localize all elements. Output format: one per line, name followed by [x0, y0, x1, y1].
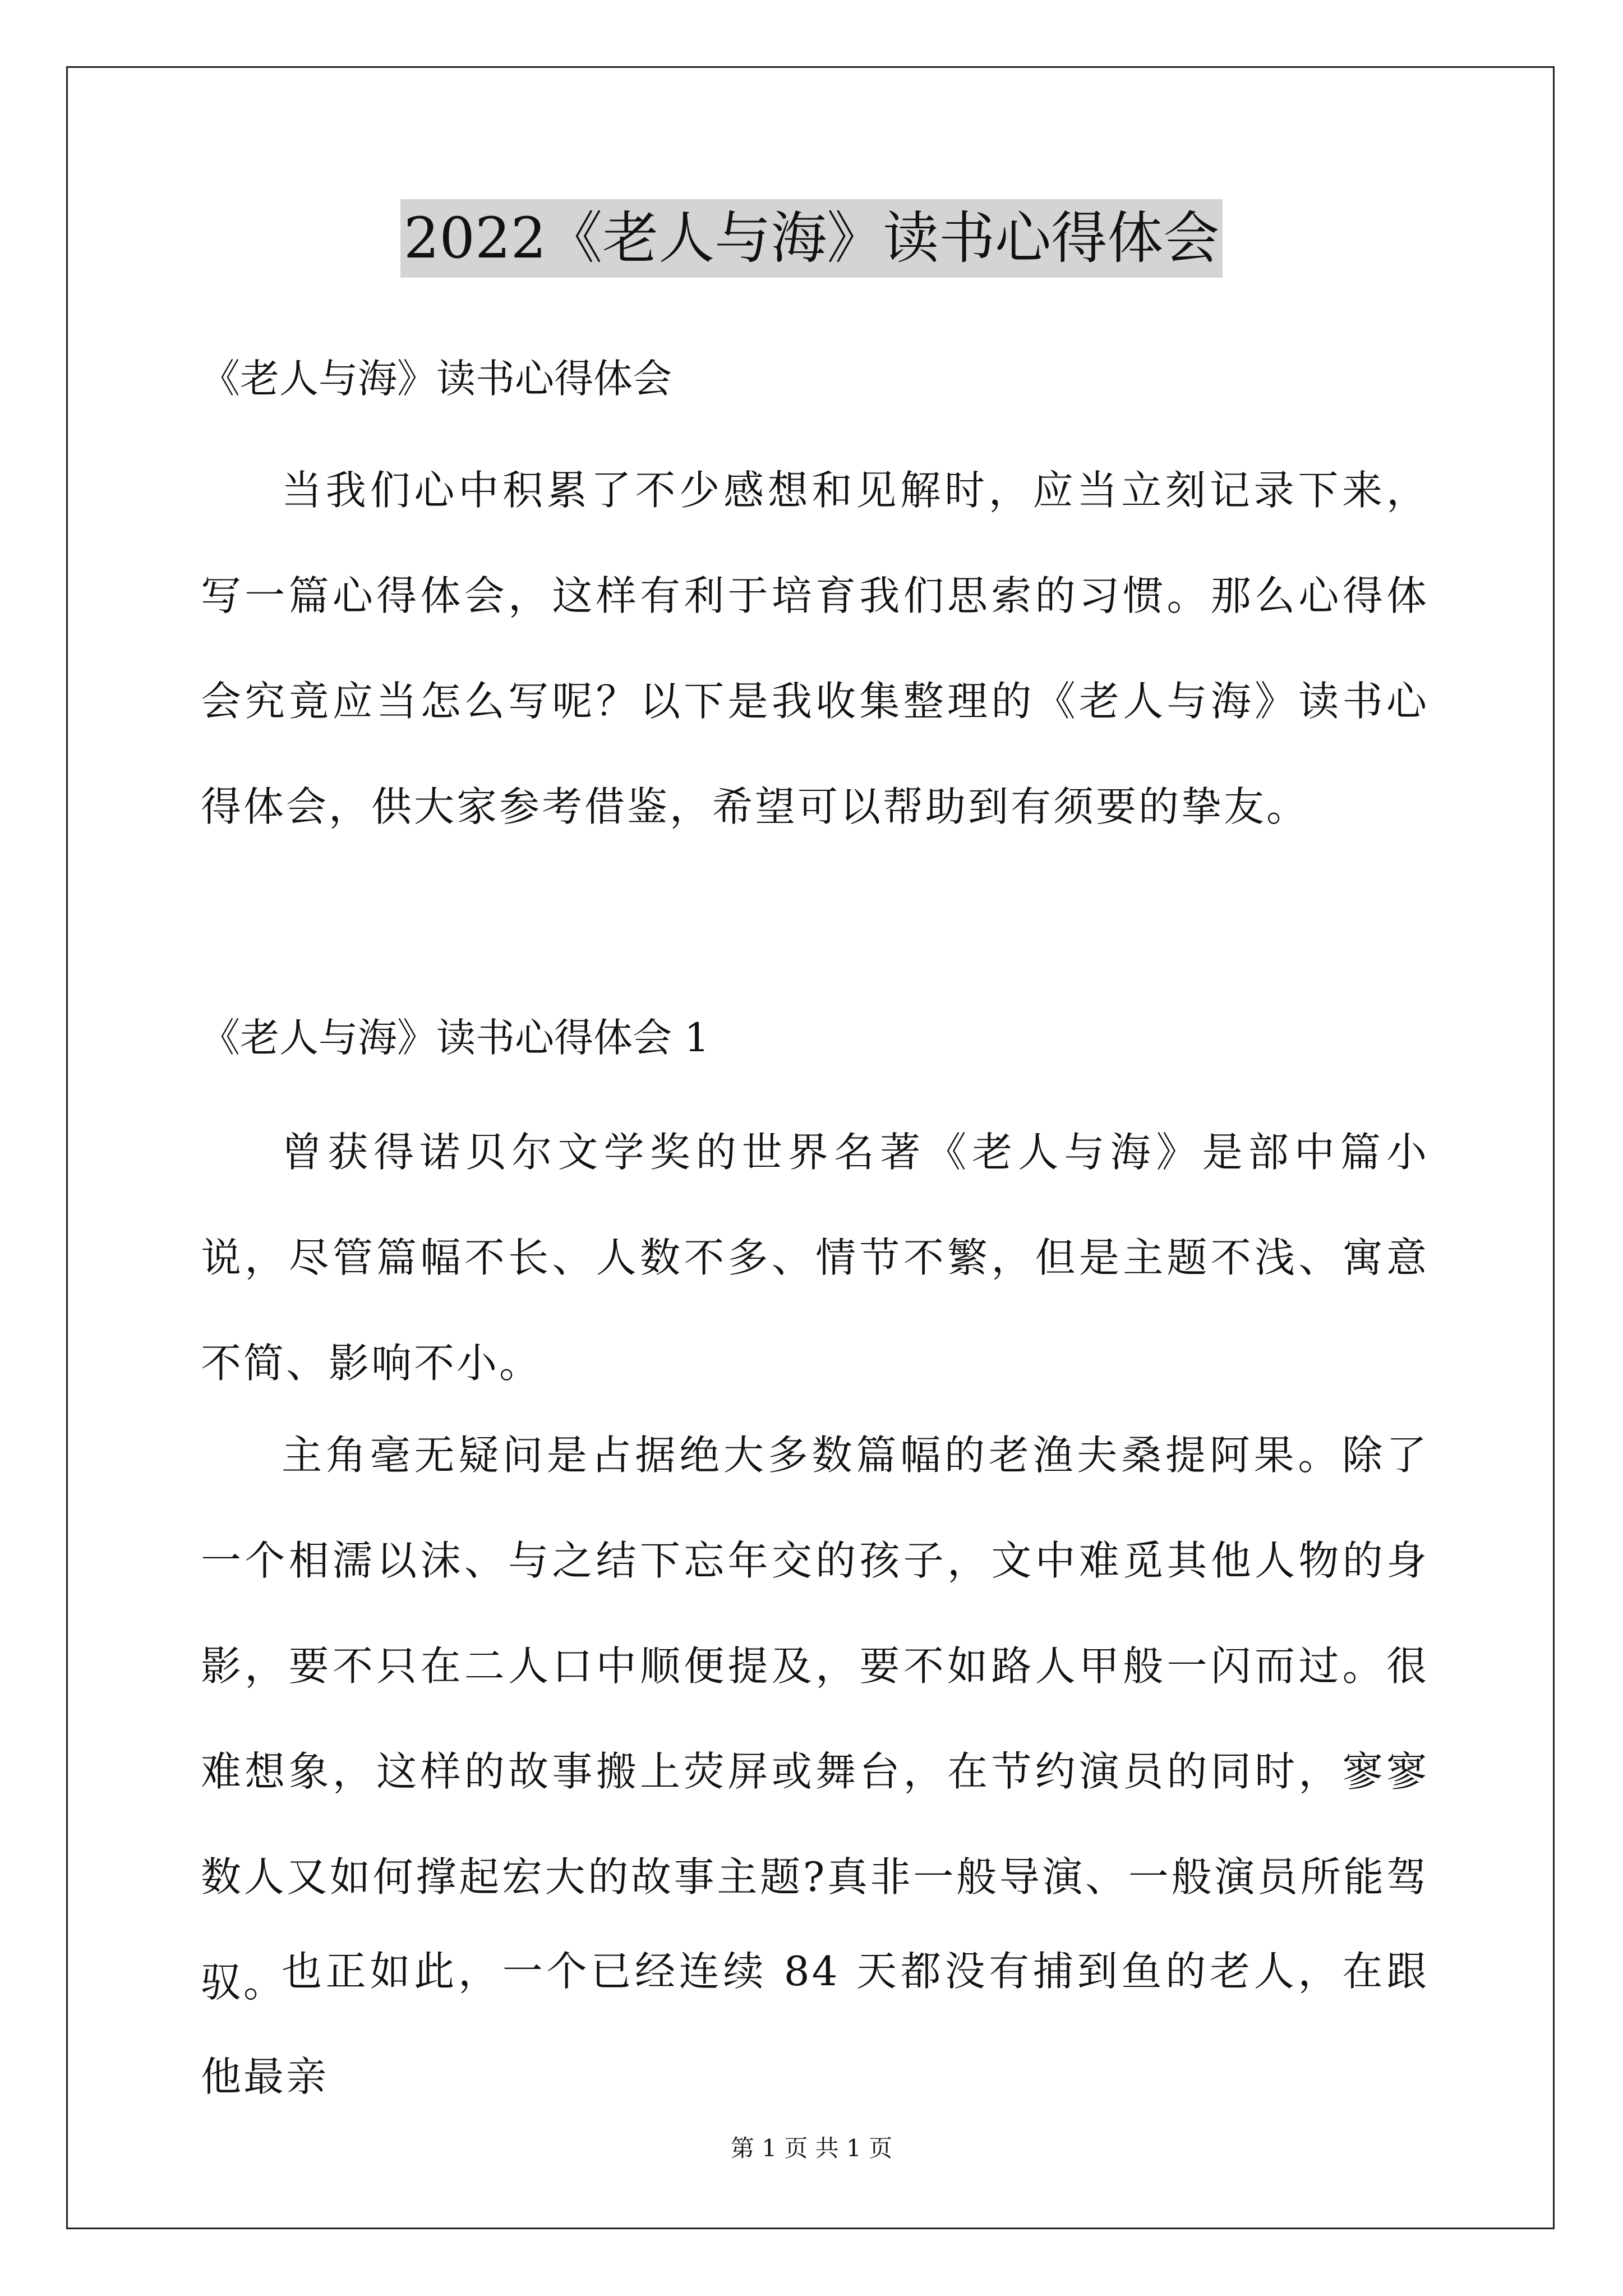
paragraph-2: 主角毫无疑问是占据绝大多数篇幅的老渔夫桑提阿果。除了一个相濡以沫、与之结下忘年交的孩子，文中难觅其他人物的身影，要不只在二人口中顺便提及，要不如路人甲般一闪而过。很难想象，这样的故事搬上荧屏或舞台，在节约演员的同时，寥寥数人又如何撑起宏大的故事主题?真非一般导演、一般演员所能驾驭。 [201, 1432, 1429, 2006]
section-heading: 《老人与海》读书心得体会 1 [201, 1015, 709, 1061]
paragraph-3: 也正如此，一个已经连续 84 天都没有捕到鱼的老人，在跟他最亲 [201, 1948, 1429, 2100]
intro-paragraph: 当我们心中积累了不少感想和见解时，应当立刻记录下来，写一篇心得体会，这样有利于培育我们思索的习惯。那么心得体会究竟应当怎么写呢？以下是我收集整理的《老人与海》读书心得体会，供大家参考借鉴，希望可以帮助到有须要的挚友。 [201, 467, 1429, 830]
paragraph-1: 曾获得诺贝尔文学奖的世界名著《老人与海》是部中篇小说，尽管篇幅不长、人数不多、情节不繁，但是主题不浅、寓意不简、影响不小。 [201, 1129, 1429, 1387]
title-container [0, 199, 1623, 278]
document-title: 2022《老人与海》读书心得体会 [400, 199, 1223, 278]
page-footer: 第 1 页 共 1 页 [730, 2134, 893, 2162]
document-subtitle: 《老人与海》读书心得体会 [201, 356, 672, 402]
